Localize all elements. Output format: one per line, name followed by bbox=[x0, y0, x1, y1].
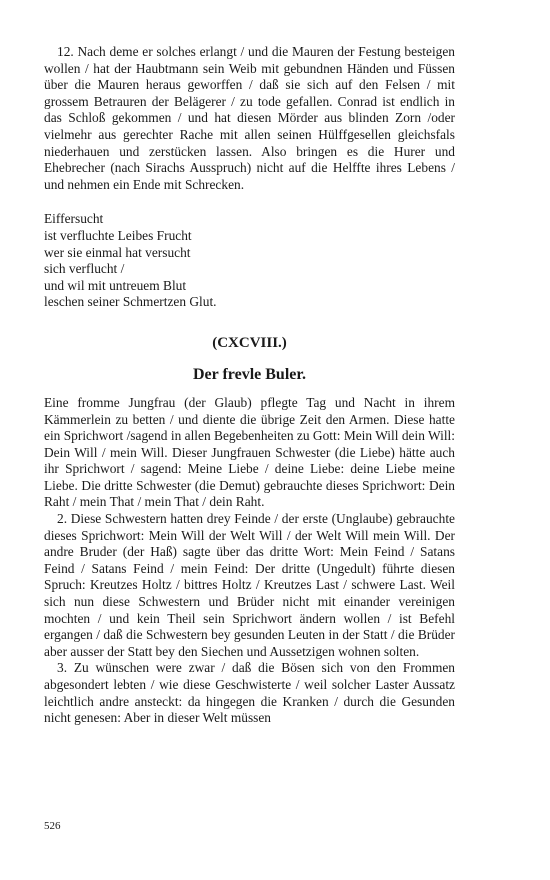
page-number: 526 bbox=[44, 820, 61, 832]
chapter-paragraph-1: Eine fromme Jungfrau (der Glaub) pflegte Tag und Nacht in ihrem Kämmerlein zu betten / und diente die übrige Zeit den Armen. Diese hatte ein Sprichwort /sagend in allen Begebenheiten zu Gott: Mein Will dein Will: Dein Will / mein Will. Dieser Jungfrauen Schwester (die Liebe) hätte auch ihr Sprichwort / sagend: Meine Liebe / deine Liebe: deine Liebe meine Liebe. Die dritte Schwester (die Demut) gebrauchte dieses Sprichwort: Dein Raht / mein That / mein That / dein Raht. bbox=[44, 394, 455, 510]
poem-line: wer sie einmal hat versucht bbox=[44, 244, 191, 260]
poem-line: leschen seiner Schmertzen Glut. bbox=[44, 294, 217, 310]
page-body bbox=[44, 44, 455, 727]
poem-line: sich verflucht / bbox=[44, 261, 125, 277]
poem bbox=[44, 211, 455, 311]
poem-line: und wil mit untreuem Blut bbox=[44, 277, 187, 293]
chapter-title: Der frevle Buler. bbox=[192, 365, 306, 383]
chapter-paragraph-3: 3. Zu wünschen were zwar / daß die Bösen sich von den Frommen abgesondert lebten / wie diese Geschwisterte / weil solcher Laster Aussatz leichtlich andre ansteckt: da hingegen die Kranken / durch die Gesunden nicht genesen: Aber in dieser Welt müssen bbox=[44, 660, 455, 726]
chapter-paragraph-2: 2. Diese Schwestern hatten drey Feinde / der erste (Unglaube) gebrauchte dieses Sprichwort: Mein Will der Welt Will / der Welt Will mein Will. Der andre Bruder (der Haß) sagte über das dritte Wort: Mein Feind / Satans Feind / Satans Feind / mein Feind: Der dritte (Ungedult) führte diesen Spruch: Kreutzes Holtz / bittres Holtz / Kreutzes Last / schwere Last. Weil sich nun diese Schwestern und Brüder nicht mit einander vereinigen mochten / und kein Theil sein Sprichwort ändern wollen / ist Befehl ergangen / daß die Schwestern bey gesunden Leuten in der Statt / die Brüder aber ausser der Statt bey den Siechen und Aussetzigen wohnen solten. bbox=[44, 511, 455, 659]
poem-line: Eiffersucht bbox=[44, 211, 104, 227]
poem-line: ist verfluchte Leibes Frucht bbox=[44, 227, 192, 243]
chapter-number: (CXCVIII.) bbox=[212, 334, 287, 351]
paragraph-12: 12. Nach deme er solches erlangt / und die Mauren der Festung besteigen wollen / hat der Haubtmann sein Weib mit gebundnen Händen und Füssen über die Mauren heraus geworffen / daß sie sich auf den Felsen / mit grossem Betrauren der Belägerer / zu tode gefallen. Conrad ist endlich in das Schloß gekommen / und hat diesen Mörder aus blinden Zorn /oder vielmehr aus gerechter Rache mit allen seinen Hülffgesellen gleichsfals niederhauen und zerstücken lassen. Also bringen es die Hurer und Ehebrecher (nach Sirachs Ausspruch) nicht auf die Helffte ihres Lebens / und nehmen ein Ende mit Schrecken. bbox=[44, 44, 455, 192]
